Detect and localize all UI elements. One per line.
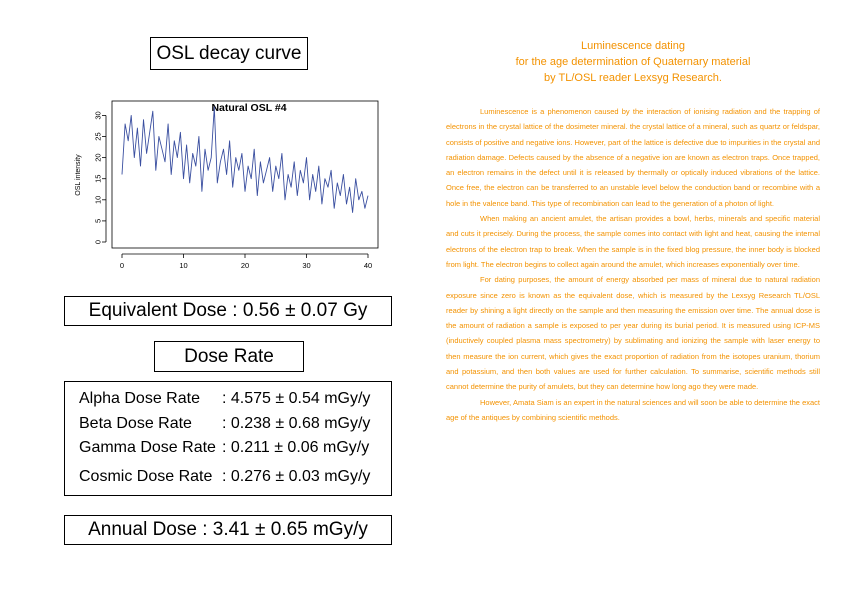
x-tick-label: 10 bbox=[179, 261, 188, 270]
article-paragraph: Luminescence is a phenomenon caused by the interaction of ionising radiation and the trapping of electrons in the crystal lattice of the dosimeter mineral. the crystal lattice of a mineral, such as quartz or feldspar, consists of positive and negative ions. However, part of the lattice is defective due to impurities in the crystal and radiation damage. Defects caused by the absence of a negative ion are known as electron traps. Once trapped, an electron remains in the defect until it is released by thermally or optically induced vibrations of the lattice. Once free, the electron can be transferred to an unstable level below the conduction band or recombine with a hole in the valence band. This type of recombination can lead to the generation of a photon of light. bbox=[446, 107, 820, 208]
y-axis bbox=[94, 111, 107, 244]
dose-rate-name: Gamma Dose Rate bbox=[79, 439, 216, 456]
osl-decay-curve-text: OSL decay curve bbox=[156, 42, 302, 64]
dose-rate-name: Alpha Dose Rate bbox=[79, 390, 200, 407]
x-tick-label: 30 bbox=[302, 261, 311, 270]
dose-rate-value: : 0.238 ± 0.68 mGy/y bbox=[222, 415, 371, 432]
dose-rate-name: Cosmic Dose Rate bbox=[79, 468, 213, 485]
article-title-line: by TL/OSL reader Lexsyg Research. bbox=[544, 72, 722, 84]
dose-rate-value: : 4.575 ± 0.54 mGy/y bbox=[222, 390, 371, 407]
y-tick-label: 10 bbox=[93, 195, 103, 204]
x-tick-label: 20 bbox=[240, 261, 250, 270]
y-tick-label: 20 bbox=[93, 153, 103, 162]
plot-frame bbox=[112, 101, 378, 248]
article-paragraph: However, Amata Siam is an expert in the natural sciences and will soon be able to determine the exact age of the antiques by combining scientific methods. bbox=[446, 397, 820, 422]
x-tick-label: 0 bbox=[119, 261, 125, 270]
dose-rate-title-box bbox=[154, 341, 304, 372]
y-tick-label: 0 bbox=[93, 239, 103, 245]
article-title bbox=[446, 38, 820, 86]
osl-decay-chart bbox=[62, 95, 382, 273]
equivalent-dose-box bbox=[64, 296, 392, 326]
article-title-line: for the age determination of Quaternary material bbox=[515, 56, 751, 68]
equivalent-dose-text: Equivalent Dose : 0.56 ± 0.07 Gy bbox=[88, 300, 368, 321]
article-title-line: Luminescence dating bbox=[581, 40, 685, 52]
dose-rates-table bbox=[64, 381, 392, 496]
dose-rate-value: : 0.276 ± 0.03 mGy/y bbox=[222, 468, 371, 485]
y-tick-label: 30 bbox=[93, 111, 103, 120]
x-axis bbox=[120, 254, 372, 270]
osl-decay-curve-label bbox=[150, 37, 308, 70]
dose-rate-value: : 0.211 ± 0.06 mGy/y bbox=[222, 439, 370, 456]
article bbox=[446, 38, 820, 425]
annual-dose-box bbox=[64, 515, 392, 545]
chart-title: Natural OSL #4 bbox=[211, 102, 287, 114]
x-tick-label: 40 bbox=[363, 261, 373, 270]
article-paragraph: When making an ancient amulet, the artisan provides a bowl, herbs, minerals and specific material and cuts it precisely. During the process, the sample comes into contact with light and heat, causing the internal electrons of the electron trap to break. When the sample is in the fixed blog pressure, the inner body is blocked from light. The electron begins to collect again around the amulet, which increases exponentially over time. bbox=[446, 214, 820, 269]
y-tick-label: 15 bbox=[93, 174, 103, 183]
y-axis-label: OSL intensity bbox=[75, 154, 82, 196]
annual-dose-text: Annual Dose : 3.41 ± 0.65 mGy/y bbox=[88, 519, 368, 540]
y-tick-label: 5 bbox=[93, 218, 103, 223]
article-paragraph: For dating purposes, the amount of energy absorbed per mass of mineral due to natural radiation exposure since zero is known as the equivalent dose, which is measured by the Lexsyg Research TL/OSL reader by shining a light directly on the sample and then measuring the emission over time. The annual dose is the amount of radiation a sample is exposed to per year during its burial period. It is measured using ICP-MS (inductively coupled plasma mass spectrometry) by sublimating and ionizing the sample with laser energy to then measure the ion current, which gives the exact proportion of radiation from the isotopes uranium, thorium and potassium, and then both values are used for further calculation. To summarise, scientific methods still cannot determine the purity of amulets, but they can determine how long ago they were made. bbox=[446, 275, 820, 392]
dose-rate-name: Beta Dose Rate bbox=[79, 415, 192, 432]
y-tick-label: 25 bbox=[93, 132, 103, 141]
dose-rate-title-text: Dose Rate bbox=[184, 345, 274, 367]
osl-intensity-series-line bbox=[122, 107, 368, 213]
